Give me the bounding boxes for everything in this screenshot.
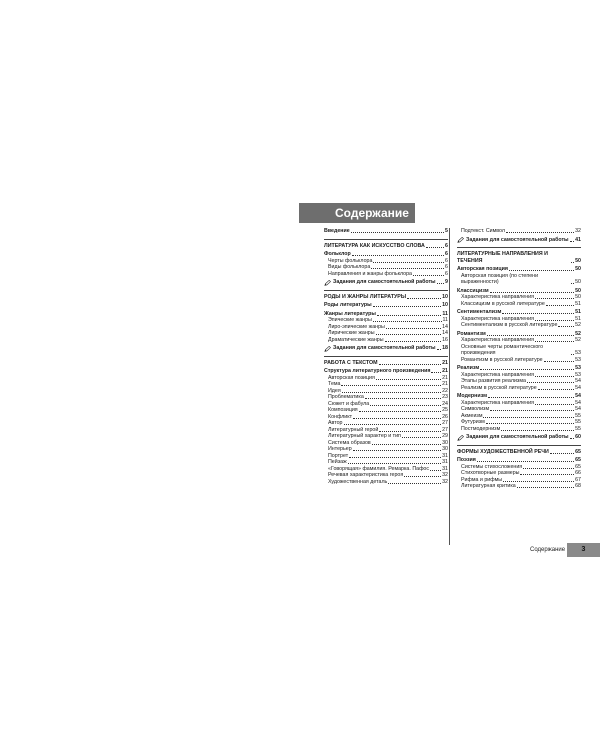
toc-entry-title: Эпические жанры [328, 317, 372, 323]
dot-leader [351, 232, 444, 233]
dot-leader [365, 398, 441, 399]
toc-entry-page: 41 [575, 236, 581, 243]
page-number-tab [567, 543, 600, 557]
toc-entry-page: 21 [442, 368, 448, 374]
toc-entry-page: 6 [445, 257, 448, 264]
toc-entry-title: Портрет [328, 452, 349, 459]
toc-entry-title: Интерьер [328, 446, 352, 452]
pencil-icon [457, 237, 464, 243]
dot-leader [477, 461, 574, 462]
toc-entry-page: 14 [442, 323, 448, 330]
toc-entry-title: Лиро-эпические жанры [328, 323, 385, 330]
dot-leader [413, 275, 444, 276]
toc-entry-page: 51 [575, 315, 581, 322]
toc-entry[interactable] [324, 243, 448, 250]
toc-entry-title: Авторская позиция [328, 374, 375, 381]
section-divider [457, 247, 581, 248]
toc-entry-title: Драматические жанры [328, 336, 384, 343]
dot-leader [490, 410, 574, 411]
dot-leader [571, 283, 574, 284]
toc-entry[interactable] [324, 271, 448, 278]
toc-entry-page: 31 [442, 459, 448, 465]
toc-entry-page: 67 [575, 476, 581, 483]
toc-entry-title: РОДЫ И ЖАНРЫ ЛИТЕРАТУРЫ [324, 293, 407, 300]
toc-entry-title: Модернизм [457, 393, 487, 399]
toc-entry-page: 52 [575, 330, 581, 337]
toc-entry-title: Пейзаж [328, 459, 347, 465]
toc-entry-title: Речевая характеристика героя [328, 472, 404, 478]
running-footer-label: Содержание [530, 547, 566, 553]
dot-leader [571, 354, 574, 355]
toc-entry-page: 6 [445, 242, 448, 249]
toc-entry-page: 10 [442, 302, 448, 308]
dot-leader [570, 241, 575, 242]
dot-leader [502, 313, 574, 314]
dot-leader [483, 417, 574, 418]
section-divider [324, 356, 448, 357]
toc-entry-title: Литературная критика [461, 483, 516, 489]
dot-leader [430, 470, 441, 471]
toc-entry-title: Задания для самостоятельной работы [466, 434, 569, 440]
dot-leader [341, 385, 441, 386]
toc-entry-page: 27 [442, 420, 448, 426]
toc-entry-page: 53 [575, 356, 581, 363]
toc-entry-title: Фольклор [324, 251, 351, 257]
toc-entry-title: Задания для самостоятельной работы [466, 236, 569, 243]
toc-entry-title: Романтизм в русской литературе [461, 356, 543, 363]
dot-leader [353, 450, 441, 451]
dot-leader [486, 423, 574, 424]
toc-entry-page: 52 [575, 337, 581, 343]
toc-entry-title: Жанры литературы [324, 310, 376, 317]
toc-column-right [457, 228, 581, 490]
toc-entry-title: Композиция [328, 407, 358, 413]
toc-entry-title: Лирические жанры [328, 330, 375, 336]
toc-entry-title: ЛИТЕРАТУРА КАК ИСКУССТВО СЛОВА [324, 242, 425, 249]
toc-entry-page: 55 [575, 412, 581, 419]
toc-entry-title: Классицизм в русской литературе [461, 300, 545, 307]
toc-entry-page: 30 [442, 439, 448, 446]
toc-entry-page: 21 [442, 374, 448, 381]
toc-entry-title: Конфликт [328, 413, 353, 420]
dot-leader [509, 270, 574, 271]
toc-entry-title: Постмодернизм [461, 425, 501, 432]
dot-leader [377, 315, 441, 316]
dot-leader [388, 483, 441, 484]
dot-leader [431, 372, 441, 373]
toc-entry-title: Системы стихосложения [461, 463, 523, 470]
toc-column-left [324, 228, 448, 485]
toc-entry-title: Акмеизм [461, 412, 483, 419]
toc-entry-page: 66 [575, 470, 581, 476]
dot-leader [404, 476, 441, 477]
dot-leader [535, 376, 574, 377]
dot-leader [349, 457, 441, 458]
dot-leader [535, 320, 574, 321]
toc-entry-page: 6 [445, 251, 448, 257]
toc-entry-title: Проблематика [328, 394, 364, 400]
section-divider [324, 239, 448, 240]
toc-entry-page: 21 [442, 359, 448, 366]
toc-entry-page: 11 [442, 317, 448, 323]
toc-entry-page: 50 [575, 257, 581, 264]
toc-entry-title: Характеристика направления [461, 315, 534, 322]
toc-entry-page: 23 [442, 394, 448, 400]
toc-entry-page: 6 [445, 270, 448, 277]
toc-entry[interactable] [324, 302, 448, 309]
toc-entry-page: 54 [575, 393, 581, 399]
toc-entry[interactable] [457, 273, 581, 286]
toc-entry-title: Характеристика направления [461, 294, 534, 300]
toc-entry[interactable] [457, 385, 581, 392]
toc-entry-page: 68 [575, 483, 581, 489]
toc-entry-title: Тема [328, 381, 341, 387]
dot-leader [373, 262, 444, 263]
toc-entry-page: 11 [442, 310, 448, 317]
toc-entry-page: 21 [442, 381, 448, 387]
toc-entry[interactable] [457, 344, 581, 357]
section-divider [324, 290, 448, 291]
dot-leader [370, 405, 441, 406]
toc-entry-title: Автор [328, 420, 343, 426]
toc-entry-page: 54 [575, 378, 581, 384]
toc-entry-page: 18 [442, 345, 448, 351]
toc-entry-title: Характеристика направления [461, 337, 534, 343]
dot-leader [371, 268, 444, 269]
dot-leader [379, 364, 442, 365]
dot-leader [376, 379, 441, 380]
toc-entry-title: Задания для самостоятельной работы [333, 279, 436, 285]
toc-entry-title: Футуризм [461, 419, 485, 425]
toc-entry-title: ФОРМЫ ХУДОЖЕСТВЕННОЙ РЕЧИ [457, 448, 549, 455]
dot-leader [527, 382, 574, 383]
toc-entry-title: Литературный характер и тип [328, 433, 401, 439]
toc-entry[interactable] [324, 279, 448, 286]
toc-entry-page: 30 [442, 446, 448, 452]
toc-entry-title: Характеристика направления [461, 371, 534, 378]
toc-entry-title: Авторская позиция (по степени выраженности) [461, 272, 539, 285]
dot-leader [372, 444, 441, 445]
pencil-icon [457, 435, 464, 441]
toc-entry-page: 24 [442, 400, 448, 407]
toc-entry-page: 10 [442, 293, 448, 300]
toc-entry-page: 32 [442, 472, 448, 478]
dot-leader [342, 392, 441, 393]
toc-entry-title: Классицизм [457, 287, 489, 294]
toc-entry-page: 6 [445, 264, 448, 270]
dot-leader [437, 283, 444, 284]
toc-entry-title: Характеристика направления [461, 399, 534, 406]
toc-entry-page: 53 [575, 350, 581, 356]
dot-leader [544, 361, 574, 362]
dot-leader [379, 431, 441, 432]
toc-entry[interactable] [457, 237, 581, 244]
toc-entry-page: 50 [575, 287, 581, 294]
toc-entry-title: Художественная деталь [328, 478, 388, 485]
toc-entry-page: 29 [442, 433, 448, 439]
dot-leader [487, 335, 574, 336]
toc-entry-page: 52 [575, 322, 581, 328]
toc-entry-page: 16 [442, 336, 448, 343]
toc-entry-title: Литературный герой [328, 426, 379, 433]
toc-entry[interactable] [457, 357, 581, 364]
toc-entry-page: 54 [575, 399, 581, 406]
dot-leader [488, 397, 574, 398]
toc-entry[interactable] [324, 345, 448, 352]
dot-leader [535, 404, 574, 405]
dot-leader [373, 321, 442, 322]
toc-entry[interactable] [324, 479, 448, 486]
toc-entry-title: ЛИТЕРАТУРНЫЕ НАПРАВЛЕНИЯ И ТЕЧЕНИЯ [457, 251, 548, 264]
dot-leader [344, 424, 442, 425]
dot-leader [402, 437, 441, 438]
toc-entry-page: 22 [442, 387, 448, 394]
toc-entry-page: 31 [442, 465, 448, 472]
page-title [299, 203, 415, 223]
toc-entry[interactable] [457, 434, 581, 441]
dot-leader [538, 389, 574, 390]
pencil-icon [324, 346, 331, 352]
toc-entry-page: 51 [575, 309, 581, 315]
toc-entry[interactable] [457, 228, 581, 235]
toc-entry[interactable] [457, 426, 581, 433]
dot-leader [407, 298, 441, 299]
dot-leader [490, 292, 574, 293]
toc-entry-page: 53 [575, 371, 581, 378]
toc-entry-title: Этапы развития реализма [461, 378, 526, 384]
toc-entry-title: «Говорящая» фамилия. Ремарка. Пафос [328, 465, 430, 472]
dot-leader [558, 326, 574, 327]
dot-leader [535, 341, 574, 342]
dot-leader [506, 232, 574, 233]
toc-entry-title: Сюжет и фабула [328, 400, 370, 407]
toc-entry-page: 26 [442, 413, 448, 420]
toc-entry-title: Основные черты романтического произведения [461, 343, 544, 356]
dot-leader [376, 334, 442, 335]
toc-entry-page: 5 [445, 228, 448, 234]
toc-entry-page: 31 [442, 452, 448, 459]
toc-entry-page: 14 [442, 330, 448, 336]
dot-leader [386, 328, 441, 329]
toc-entry-title: Идея [328, 387, 341, 394]
toc-entry-title: Структура литературного произведения [324, 368, 431, 374]
toc-entry-title: Роды литературы [324, 302, 372, 308]
toc-entry-title: Сентиментализм [457, 309, 502, 315]
dot-leader [571, 262, 574, 263]
toc-entry-title: Реализм [457, 365, 480, 371]
toc-entry-page: 54 [575, 406, 581, 412]
toc-entry-page: 51 [575, 300, 581, 307]
toc-entry[interactable] [457, 483, 581, 490]
toc-entry-title: РАБОТА С ТЕКСТОМ [324, 359, 378, 366]
toc-entry-page: 60 [575, 434, 581, 440]
toc-entry-page: 9 [445, 279, 448, 285]
dot-leader [546, 305, 574, 306]
dot-leader [353, 418, 441, 419]
toc-entry-title: Задания для самостоятельной работы [333, 345, 436, 351]
toc-entry-page: 55 [575, 425, 581, 432]
toc-entry-page: 54 [575, 384, 581, 391]
toc-entry-title: Система образов [328, 439, 371, 446]
dot-leader [385, 341, 442, 342]
toc-entry[interactable] [324, 360, 448, 367]
toc-entry[interactable] [324, 228, 448, 235]
dot-leader [535, 298, 574, 299]
toc-entry-title: Сентиментализм в русской литературе [461, 322, 558, 328]
toc-entry[interactable] [457, 322, 581, 329]
dot-leader [359, 411, 441, 412]
toc-entry-title: Символизм [461, 406, 490, 412]
dot-leader [523, 468, 574, 469]
pencil-icon [324, 280, 331, 286]
dot-leader [352, 255, 444, 256]
page-title-text: Содержание [335, 206, 409, 220]
toc-entry-title: Стихотворные размеры [461, 470, 520, 476]
column-divider [449, 228, 450, 545]
toc-entry-title: Направления и жанры фольклора [328, 270, 412, 277]
toc-entry-page: 32 [442, 478, 448, 485]
dot-leader [373, 306, 441, 307]
toc-entry[interactable] [457, 301, 581, 308]
dot-leader [348, 463, 441, 464]
toc-entry[interactable] [324, 294, 448, 301]
toc-entry-title: Реализм в русской литературе [461, 384, 537, 391]
dot-leader [570, 438, 575, 439]
toc-entry-page: 50 [575, 294, 581, 300]
toc-entry-page: 65 [575, 448, 581, 455]
dot-leader [501, 430, 574, 431]
toc-entry-page: 50 [575, 279, 581, 285]
dot-leader [437, 349, 442, 350]
toc-entry-page: 53 [575, 365, 581, 371]
dot-leader [480, 369, 574, 370]
dot-leader [426, 247, 444, 248]
toc-entry-title: Черты фольклора [328, 257, 373, 264]
toc-entry[interactable] [457, 251, 581, 264]
dot-leader [503, 481, 574, 482]
toc-entry-title: Рифма и рифмы [461, 476, 503, 483]
toc-entry-title: Авторская позиция [457, 266, 508, 272]
toc-entry-title: Введение [324, 228, 350, 234]
toc-entry-title: Подтекст. Символ [461, 228, 505, 234]
section-divider [457, 445, 581, 446]
toc-entry-page: 25 [442, 407, 448, 413]
toc-entry-page: 32 [575, 228, 581, 234]
toc-entry[interactable] [324, 337, 448, 344]
toc-entry-page: 65 [575, 463, 581, 470]
dot-leader [520, 474, 574, 475]
page-number: 3 [581, 546, 586, 553]
dot-leader [550, 453, 574, 454]
toc-entry-title: Виды фольклора [328, 264, 371, 270]
dot-leader [517, 487, 574, 488]
toc-entry-page: 50 [575, 266, 581, 272]
toc-entry[interactable] [457, 449, 581, 456]
toc-entry-page: 27 [442, 426, 448, 433]
toc-entry-title: Романтизм [457, 330, 486, 337]
toc-entry-page: 55 [575, 419, 581, 425]
toc-entry-page: 65 [575, 457, 581, 463]
toc-entry-title: Поэзия [457, 457, 476, 463]
